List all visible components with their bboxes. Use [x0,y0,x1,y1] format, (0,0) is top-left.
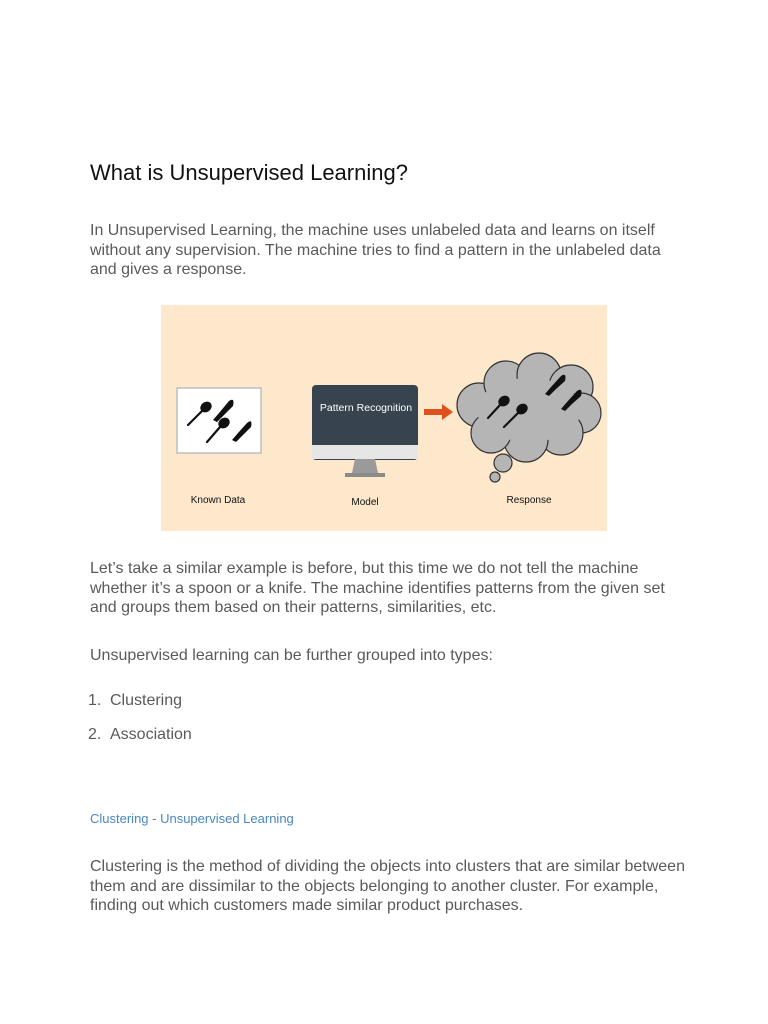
known-data-label: Known Data [190,495,246,506]
list-number: 1. [88,692,102,709]
example-paragraph: Let’s take a similar example is before, but this time we do not tell the machine whether it’s a spoon or a knife. The machine identifies patterns from the given set and groups them based on their patterns, similarities, etc. [90,560,665,616]
types-list [88,690,192,758]
list-number: 2. [88,726,102,743]
types-intro: Unsupervised learning can be further grouped into types: [90,647,493,664]
list-item [88,724,192,758]
unsupervised-learning-figure [161,305,607,531]
list-item-label: Clustering [110,692,183,709]
page-title: What is Unsupervised Learning? [90,160,408,185]
known-data-box [177,388,261,453]
arrow-icon [424,404,453,420]
monitor-icon [312,385,418,477]
pattern-recognition-text: Pattern Recognition [319,402,413,414]
list-item [88,690,192,724]
model-label: Model [351,497,379,508]
response-label: Response [506,495,552,506]
list-item-label: Association [110,726,192,743]
clustering-section-link[interactable]: Clustering - Unsupervised Learning [90,811,294,826]
clustering-paragraph: Clustering is the method of dividing the objects into clusters that are similar between them and are dissimilar to the objects belonging to another cluster. For example, finding out which customers made similar product purchases. [90,858,685,914]
intro-paragraph: In Unsupervised Learning, the machine uses unlabeled data and learns on itself without any supervision. The machine tries to find a pattern in the unlabeled data and gives a response. [90,222,661,278]
